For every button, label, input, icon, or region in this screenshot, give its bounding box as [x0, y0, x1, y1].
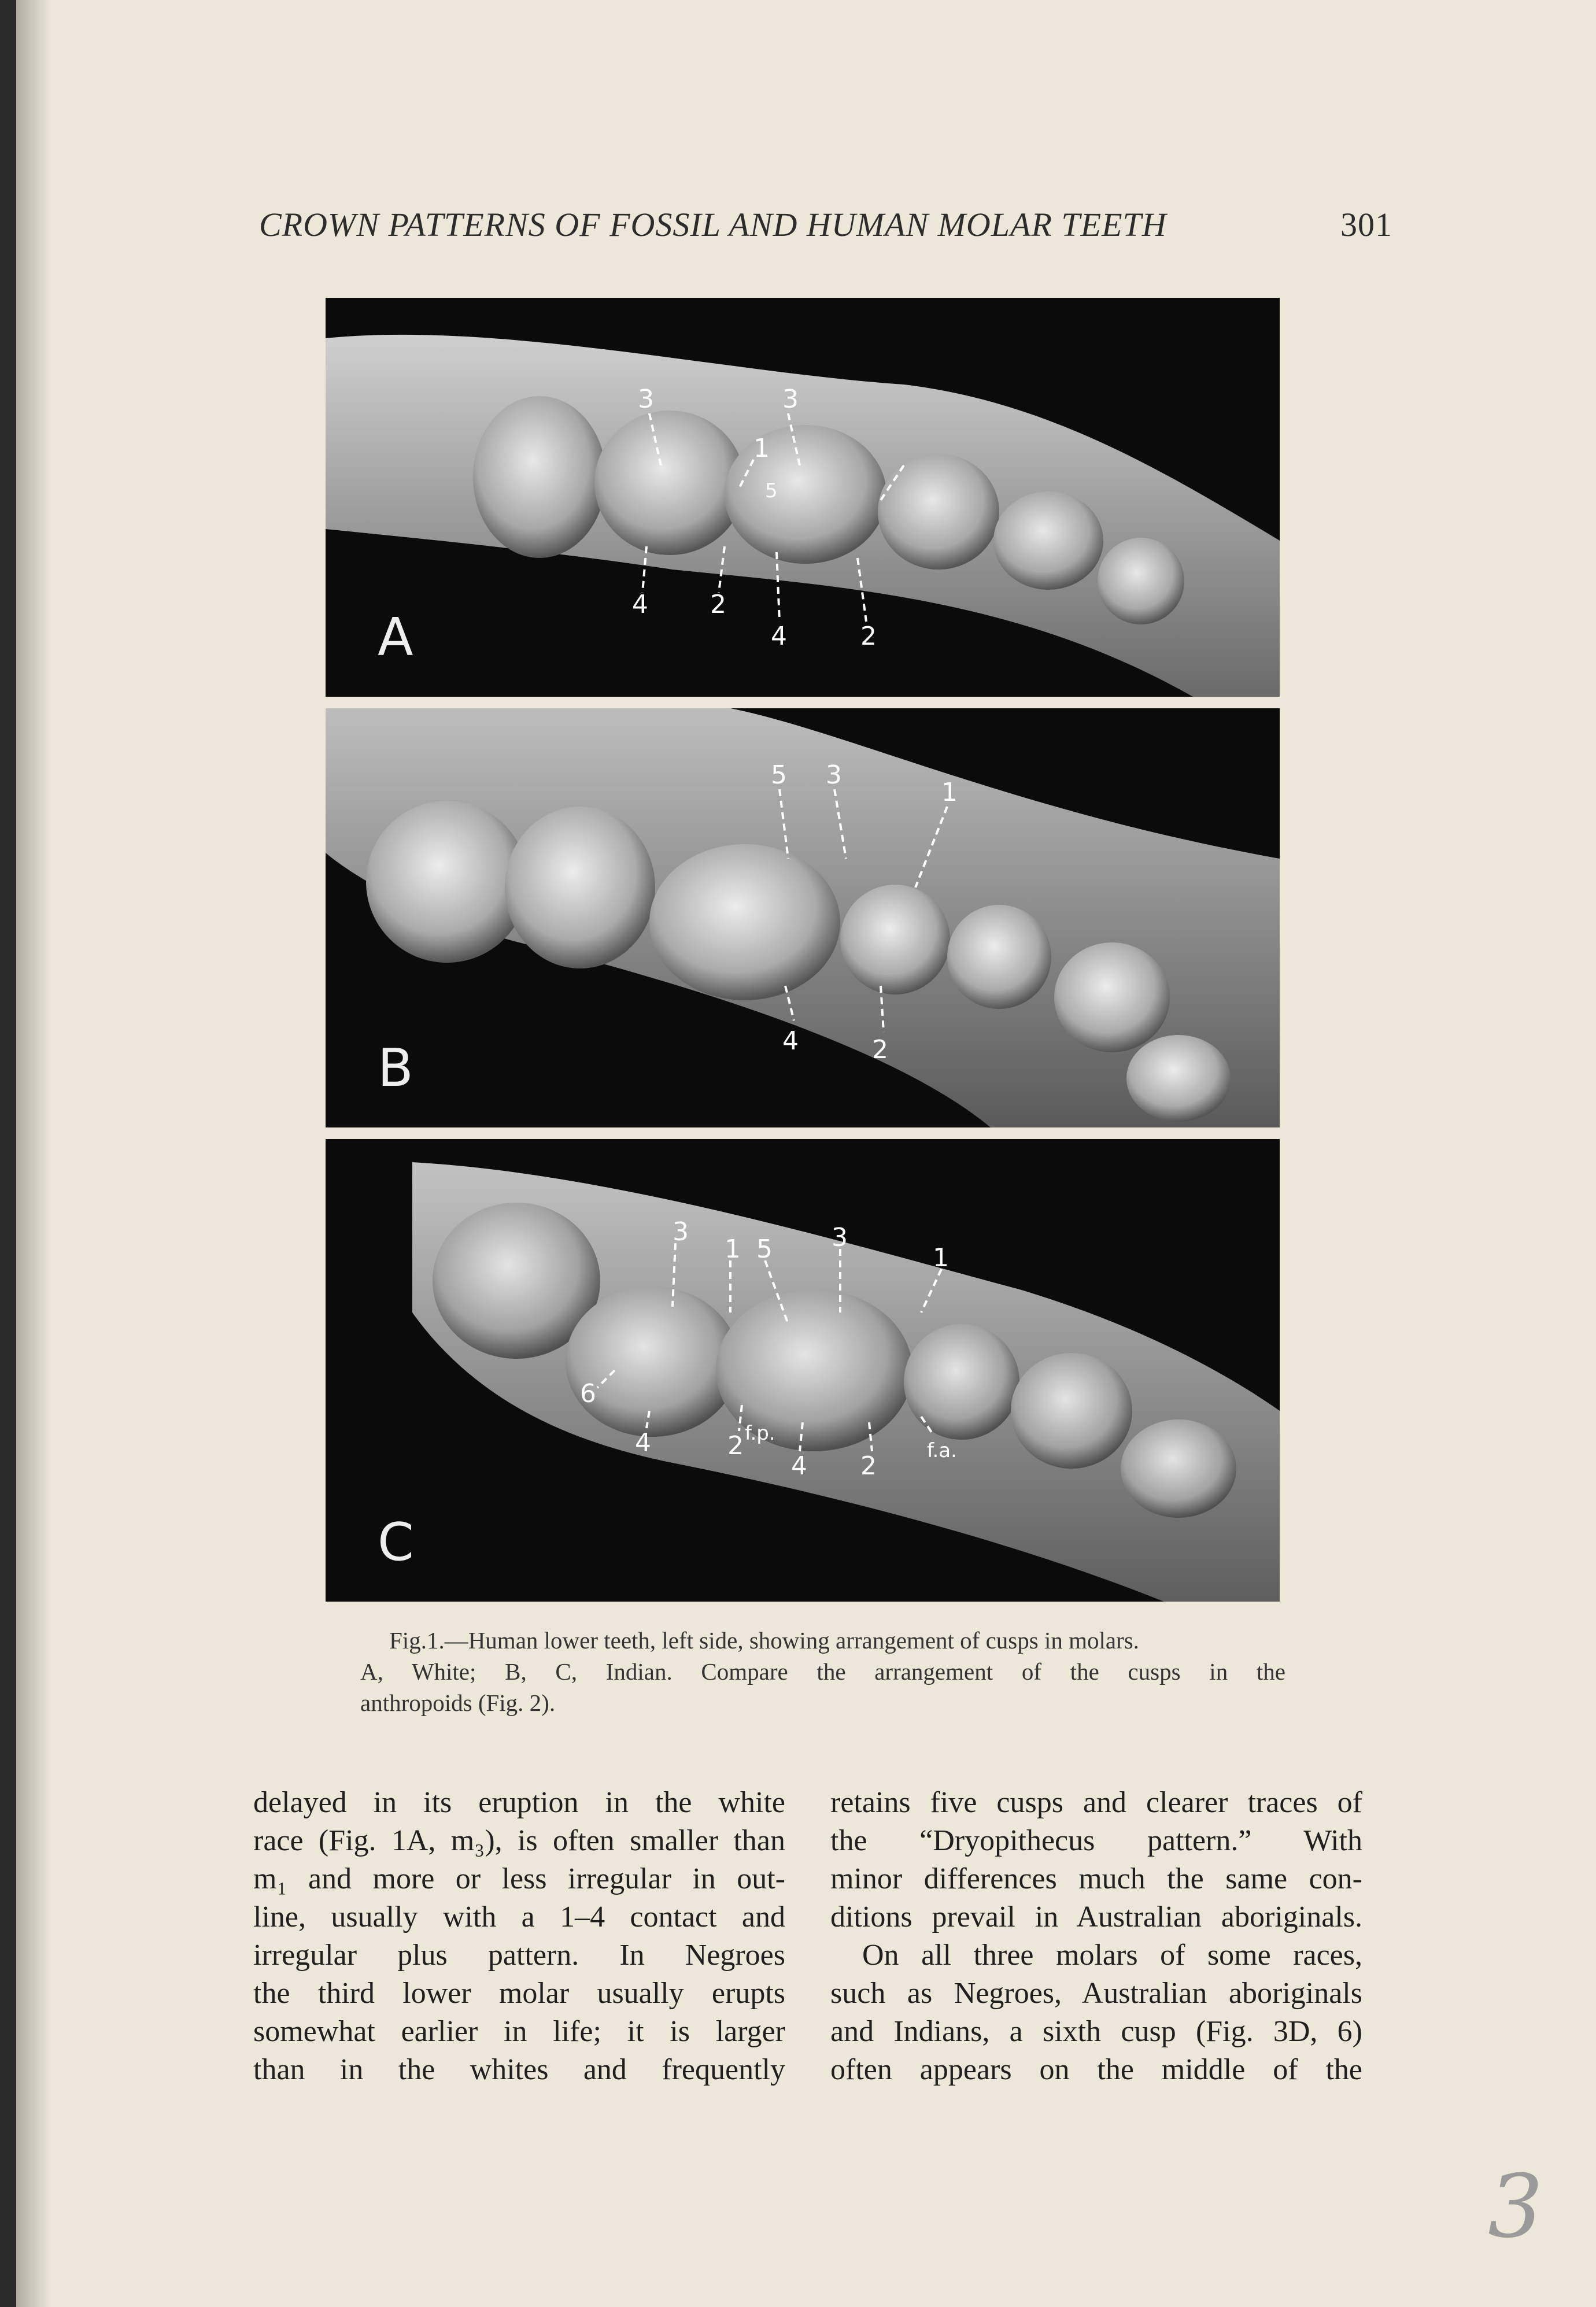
text-line: ditions prevail in Australian aboriginals. — [830, 1901, 1362, 1933]
canine-tooth — [1098, 538, 1184, 624]
text-line: m₁ and more or less irregular in out- — [253, 1862, 785, 1895]
cusp-label: 2 — [860, 1451, 877, 1481]
canine-tooth — [1054, 942, 1170, 1052]
cusp-label: 3 — [832, 1223, 848, 1252]
text-line: minor differences much the same con- — [830, 1862, 1362, 1895]
figure-panel-a — [326, 298, 1280, 697]
text-line: retains five cusps and clearer traces of — [830, 1786, 1362, 1819]
page — [16, 0, 1596, 2307]
jaw-photo-c — [326, 1139, 1280, 1602]
text-line: delayed in its eruption in the white — [253, 1786, 785, 1819]
cusp-label: 2 — [872, 1035, 888, 1064]
cusp-label: 2 — [710, 590, 726, 619]
premolar-tooth — [878, 454, 999, 570]
cusp-label: 4 — [635, 1428, 651, 1458]
cusp-label: 3 — [826, 760, 842, 790]
cusp-label: 1 — [725, 1234, 741, 1264]
text-line: the third lower molar usually erupts — [253, 1977, 785, 2010]
body-column-left — [253, 1784, 785, 2089]
cusp-label: 4 — [782, 1026, 799, 1056]
premolar-tooth — [993, 491, 1103, 590]
caption-line: Fig.1.—Human lower teeth, left side, showing arrangement of cusps in molars. — [389, 1627, 1139, 1654]
jaw-photo-b — [326, 708, 1280, 1127]
text-line: irregular plus pattern. In Negroes — [253, 1939, 785, 1972]
cusp-label: 4 — [771, 622, 787, 651]
cusp-label: 4 — [632, 590, 648, 619]
text-line: line, usually with a 1–4 contact and — [253, 1901, 785, 1933]
body-column-right — [830, 1784, 1362, 2089]
text-line: the “Dryopithecus pattern.” With — [830, 1824, 1362, 1857]
premolar-tooth — [1011, 1353, 1132, 1469]
text-line: such as Negroes, Australian aboriginals — [830, 1977, 1362, 2010]
text-line: somewhat earlier in life; it is larger — [253, 2015, 785, 2048]
panel-letter: A — [378, 607, 413, 668]
premolar-tooth — [947, 905, 1051, 1009]
cusp-label: 6 — [580, 1379, 596, 1408]
page-number: 301 — [1340, 206, 1392, 243]
figure-caption — [360, 1625, 1285, 1718]
molar-tooth — [725, 425, 886, 564]
cusp-label: 3 — [638, 384, 654, 414]
cusp-label: 1 — [753, 434, 770, 463]
molar-tooth — [566, 1286, 739, 1437]
molar-tooth — [505, 807, 655, 968]
molar-tooth — [473, 396, 606, 558]
text-line: On all three molars of some races, — [862, 1939, 1362, 1972]
cusp-label: 3 — [782, 384, 799, 414]
molar-tooth — [366, 801, 528, 963]
binding-shadow — [16, 0, 51, 2307]
panel-letter: B — [378, 1038, 413, 1099]
molar-tooth — [649, 844, 840, 1000]
cusp-label: 1 — [941, 778, 958, 807]
caption-line: anthropoids (Fig. 2). — [360, 1689, 556, 1716]
premolar-tooth — [840, 885, 950, 994]
premolar-tooth — [904, 1324, 1019, 1440]
molar-tooth — [594, 411, 745, 555]
text-line: and Indians, a sixth cusp (Fig. 3D, 6) — [830, 2015, 1362, 2048]
incisor-tooth — [1126, 1035, 1231, 1122]
cusp-label: 2 — [727, 1431, 744, 1461]
canine-tooth — [1121, 1419, 1236, 1518]
cusp-label: f.a. — [927, 1439, 957, 1462]
text-line: than in the whites and frequently — [253, 2053, 785, 2086]
panel-letter: C — [378, 1512, 414, 1573]
cusp-label: f.p. — [745, 1422, 775, 1445]
cusp-label: 2 — [860, 622, 877, 651]
jaw-photo-a — [326, 298, 1280, 697]
figure-panel-c — [326, 1139, 1280, 1602]
cusp-label: 3 — [673, 1217, 689, 1247]
text-line: often appears on the middle of the — [830, 2053, 1362, 2086]
running-header — [259, 205, 1392, 244]
cusp-label: 4 — [791, 1451, 807, 1481]
cusp-label: 5 — [756, 1234, 773, 1264]
header-title: CROWN PATTERNS OF FOSSIL AND HUMAN MOLAR TEETH — [259, 206, 1167, 243]
pencil-annotation: 3 — [1488, 2157, 1543, 2257]
figure-panel-b — [326, 708, 1280, 1127]
caption-line: A, White; B, C, Indian. Compare the arrangement of the cusps in the — [360, 1658, 1285, 1685]
cusp-label: 1 — [933, 1243, 949, 1273]
cusp-label: 5 — [771, 760, 787, 790]
cusp-label: 5 — [765, 479, 778, 502]
text-line: race (Fig. 1A, m₃), is often smaller than — [253, 1824, 785, 1857]
